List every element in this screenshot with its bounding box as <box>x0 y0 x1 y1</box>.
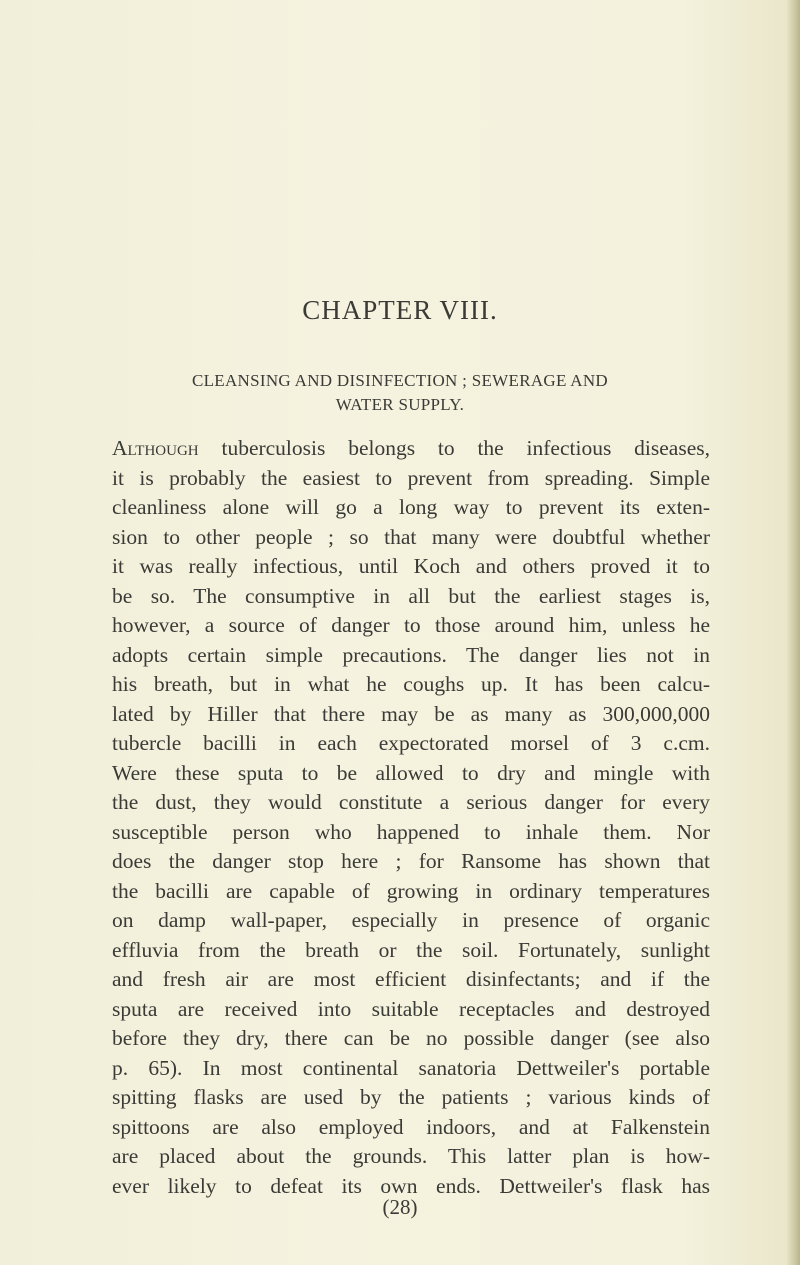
chapter-subtitle <box>0 369 800 417</box>
opening-word: Although <box>112 436 199 460</box>
body-line-16: the bacilli are capable of growing in ordinary temperatures <box>112 878 710 903</box>
body-line-4: sion to other people ; so that many were doubtful whether <box>112 524 710 549</box>
body-line-15: does the danger stop here ; for Ransome has shown that <box>112 849 710 873</box>
body-line-10: lated by Hiller that there may be as many as 300,000,000 <box>112 701 710 726</box>
body-line-8: adopts certain simple precautions. The danger lies not in <box>112 642 710 667</box>
body-line-9: his breath, but in what he coughs up. It has been calcu- <box>112 672 710 696</box>
body-line-18: effluvia from the breath or the soil. Fortunately, sunlight <box>112 937 710 962</box>
body-line-17: on damp wall-paper, especially in presence of organic <box>112 908 710 932</box>
body-line-20: sputa are received into suitable receptacles and destroyed <box>112 996 710 1021</box>
body-line-2: it is probably the easiest to prevent from spreading. Simple <box>112 465 710 490</box>
body-line-21: before they dry, there can be no possible danger (see also <box>112 1026 710 1050</box>
body-line-14: susceptible person who happened to inhale them. Nor <box>112 819 710 844</box>
body-paragraph <box>112 434 710 1201</box>
body-line-7: however, a source of danger to those around him, unless he <box>112 613 710 637</box>
body-line-5: it was really infectious, until Koch and others proved it to <box>112 554 710 578</box>
chapter-subtitle-line-2: WATER SUPPLY. <box>335 395 465 414</box>
body-line-13: the dust, they would constitute a serious danger for every <box>112 790 710 814</box>
body-line-19: and fresh air are most efficient disinfectants; and if the <box>112 967 710 991</box>
body-line-12: Were these sputa to be allowed to dry and mingle with <box>112 760 710 785</box>
body-line-11: tubercle bacilli in each expectorated morsel of 3 c.cm. <box>112 731 710 755</box>
chapter-title: CHAPTER VIII. <box>302 295 498 325</box>
body-line-24: spittoons are also employed indoors, and at Falkenstein <box>112 1114 710 1139</box>
body-line-6: be so. The consumptive in all but the earliest stages is, <box>112 583 710 608</box>
body-line-25: are placed about the grounds. This latter plan is how- <box>112 1144 710 1168</box>
body-line-3: cleanliness alone will go a long way to prevent its exten- <box>112 495 710 519</box>
body-line-26: ever likely to defeat its own ends. Dettweiler's flask has <box>112 1173 710 1198</box>
body-line-1 <box>112 434 710 464</box>
body-line-22: p. 65). In most continental sanatoria Dettweiler's portable <box>112 1055 710 1080</box>
body-line-1-text: tuberculosis belongs to the infectious diseases, <box>221 436 710 460</box>
page-edge-shadow <box>786 0 800 1265</box>
page-number: (28) <box>382 1195 418 1219</box>
chapter-subtitle-line-1: CLEANSING AND DISINFECTION ; SEWERAGE AND <box>191 371 609 390</box>
body-line-23: spitting flasks are used by the patients ; various kinds of <box>112 1085 710 1109</box>
